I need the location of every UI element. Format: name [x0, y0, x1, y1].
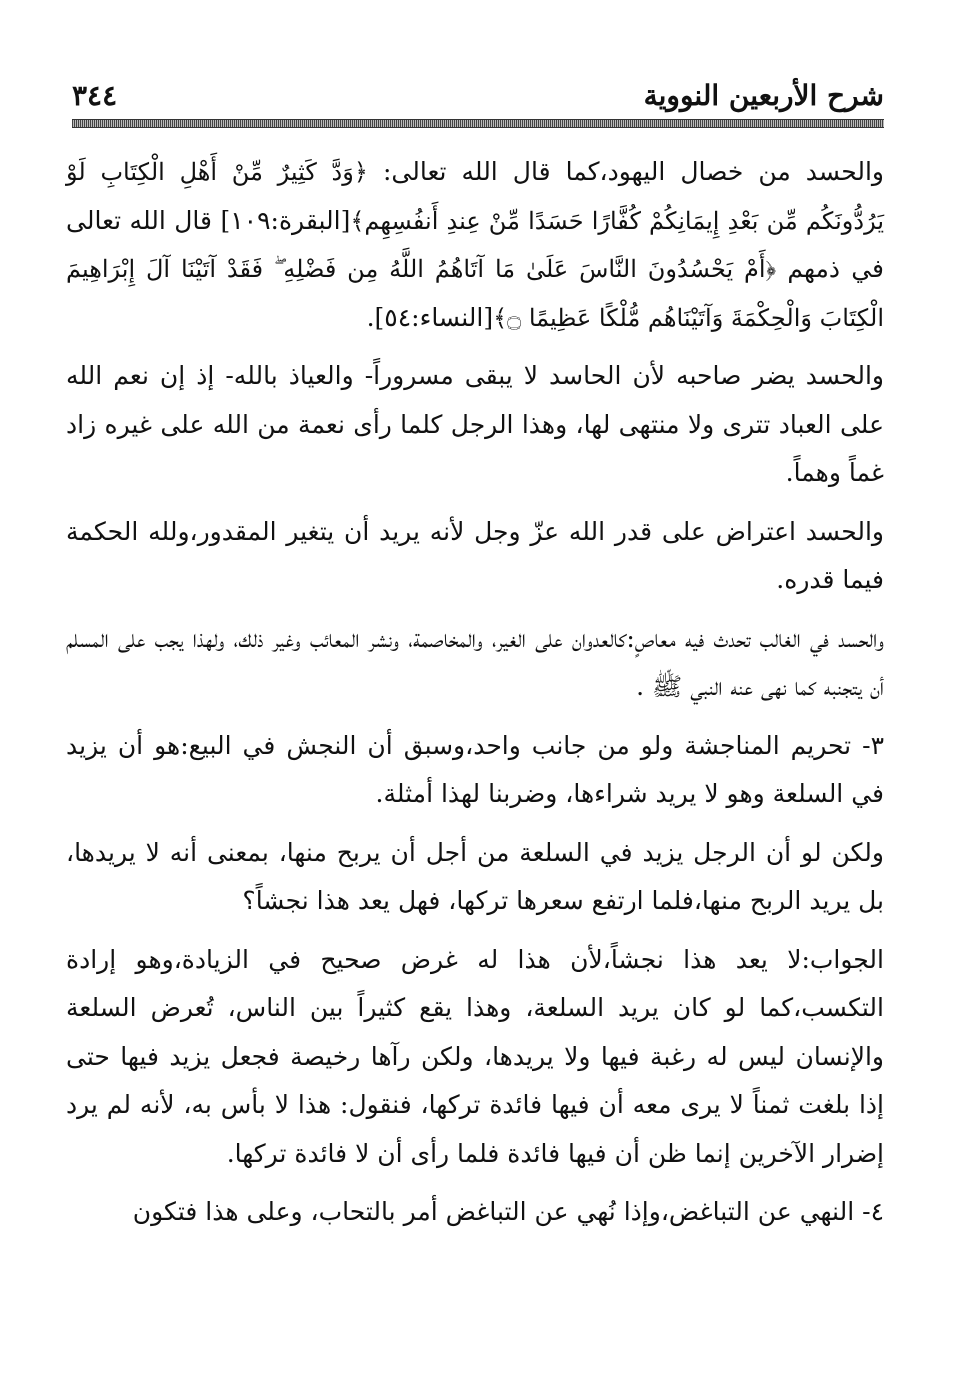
paragraph: ولكن لو أن الرجل يزيد في السلعة من أجل أن يربح منها، بمعنى أنه لا يريدها، بل يريد الربح منها،فلما ارتفع سعرها تركها، فهل يعد هذا نجشاً؟: [66, 837, 884, 915]
running-title: شرح الأربعين النووية: [643, 79, 884, 112]
paragraph: ٤- النهي عن التباغض،وإذا نُهي عن التباغض أمر بالتحاب، وعلى هذا فتكون: [132, 1197, 884, 1226]
paragraph-text: قال الله تعالى في ذمهم: [66, 205, 885, 283]
paragraph: الجواب:لا يعد هذا نجشاً،لأن هذا له غرض صحيح في الزيادة،وهو إرادة التكسب،كما لو كان يريد السلعة، وهذا يقع كثيراً بين الناس، تُعرض السلعة والإنسان ليس له رغبة فيها ولا يريدها، ولكن رآها رخيصة فجعل يزيد فيها حتى إذا بلغت ثمناً لا يرى معه أن فيها فائدة تركها، فنقول: هذا لا بأس به، لأنه لم يرد إضرار الآخرين إنما ظن أن فيها فائدة فلما رأى أن لا فائدة تركها.: [66, 944, 884, 1168]
quran-verse: ﴿أَمْ يَحْسُدُونَ النَّاسَ عَلَىٰ مَا آتَاهُمُ اللَّهُ مِن فَضْلِهِ ۖ فَقَدْ آتَيْنَا آلَ إِبْرَاهِيمَ الْكِتَابَ وَالْحِكْمَةَ وَآتَيْنَاهُم مُّلْكًا عَظِيمًا ۝﴾: [66, 255, 884, 332]
paragraph-text: والحسد من خصال اليهود،كما قال الله تعالى:: [367, 157, 884, 186]
page-number: ٣٤٤: [72, 79, 118, 112]
page-body: [66, 148, 884, 1237]
verse-reference: [البقرة:١٠٩]: [220, 205, 351, 235]
paragraph: والحسد في الغالب تحدث فيه معاصٍ:كالعدوان على الغير، والمخاصمة، ونشر المعائب وغير ذلك، ولهذا يجب على المسلم أن يتجنبه كما نهى عنه النبي ﷺ .: [66, 623, 884, 701]
page-header: [72, 78, 884, 118]
paragraph-envy-jews: [66, 148, 884, 342]
paragraph: ٣- تحريم المناجشة ولو من جانب واحد،وسبق أن النجش في البيع:هو أن يزيد في السلعة وهو لا يريد شراءها، وضربنا لهذا أمثلة.: [66, 730, 884, 808]
quran-verse: ﴿وَدَّ كَثِيرٌ مِّنْ أَهْلِ الْكِتَابِ لَوْ يَرُدُّونَكُم مِّن بَعْدِ إِيمَانِكُمْ كُفَّارًا حَسَدًا مِّنْ عِندِ أَنفُسِهِم﴾: [66, 158, 884, 235]
paragraph: والحسد اعتراض على قدر الله عزّ وجل لأنه يريد أن يتغير المقدور،ولله الحكمة فيما قدره.: [66, 516, 884, 594]
paragraph: والحسد يضر صاحبه لأن الحاسد لا يبقى مسروراً- والعياذ بالله- إذ إن نعم الله على العباد تترى ولا منتهى لها، وهذا الرجل كلما رأى نعمة من الله على غيره زاد غماً وهماً.: [66, 361, 884, 487]
verse-reference: [النساء:٥٤].: [366, 302, 494, 332]
header-divider: [72, 119, 884, 128]
